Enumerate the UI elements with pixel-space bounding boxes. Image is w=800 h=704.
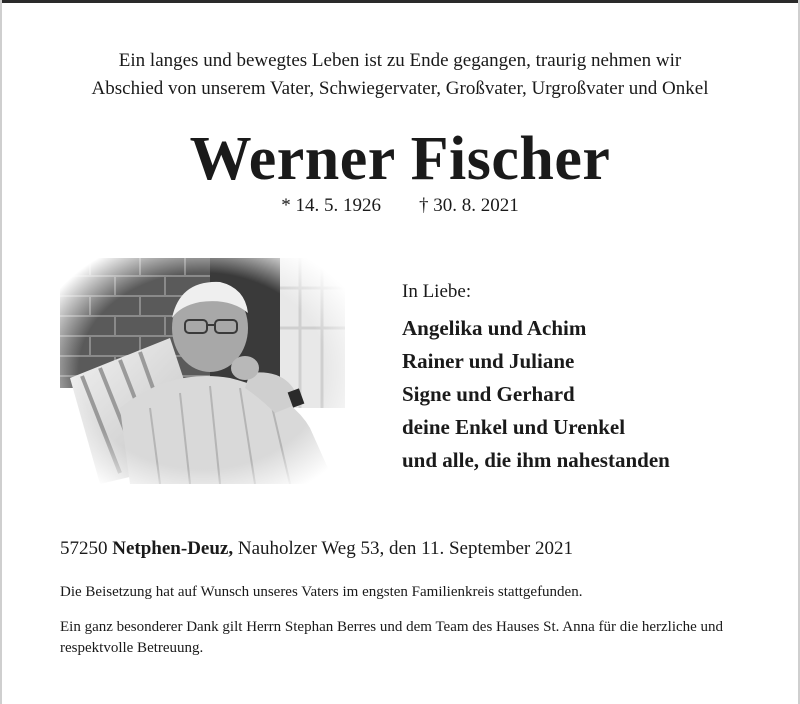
- mourner-name: deine Enkel und Urenkel: [402, 415, 626, 439]
- birth-date: * 14. 5. 1926: [281, 195, 381, 216]
- street-and-date: Nauholzer Weg 53, den 11. September 2021: [237, 538, 573, 559]
- intro-line-2: Abschied von unserem Vater, Schwiegervater, Großvater, Urgroßvater und Onkel: [91, 78, 709, 99]
- intro-line-1: Ein langes und bewegtes Leben ist zu Ende gegangen, traurig nehmen wir: [118, 50, 682, 71]
- address-line: [60, 536, 573, 562]
- mourner-name: Angelika und Achim: [402, 316, 587, 340]
- top-border: [0, 0, 800, 3]
- postal-code: 57250: [60, 538, 108, 559]
- mourners-label: In Liebe:: [402, 281, 472, 302]
- intro-text: [0, 47, 800, 103]
- mourners-list: [402, 312, 670, 477]
- mourner-name: Signe und Gerhard: [402, 382, 575, 406]
- mourner-name: Rainer und Juliane: [402, 349, 575, 373]
- thanks-note: Ein ganz besonderer Dank gilt Herrn Stephan Berres und dem Team des Hauses St. Anna für die herzliche und respektvolle Betreuung.: [60, 619, 724, 656]
- portrait-photo: [60, 258, 345, 484]
- funeral-note: Die Beisetzung hat auf Wunsch unseres Vaters im engsten Familienkreis stattgefunden.: [60, 584, 583, 600]
- deceased-name: Werner Fischer: [189, 125, 611, 193]
- left-border: [0, 0, 2, 704]
- life-dates: [0, 193, 800, 219]
- mourner-name: und alle, die ihm nahestanden: [402, 448, 670, 472]
- death-date: † 30. 8. 2021: [419, 195, 519, 216]
- town-name: Netphen-Deuz,: [112, 538, 234, 559]
